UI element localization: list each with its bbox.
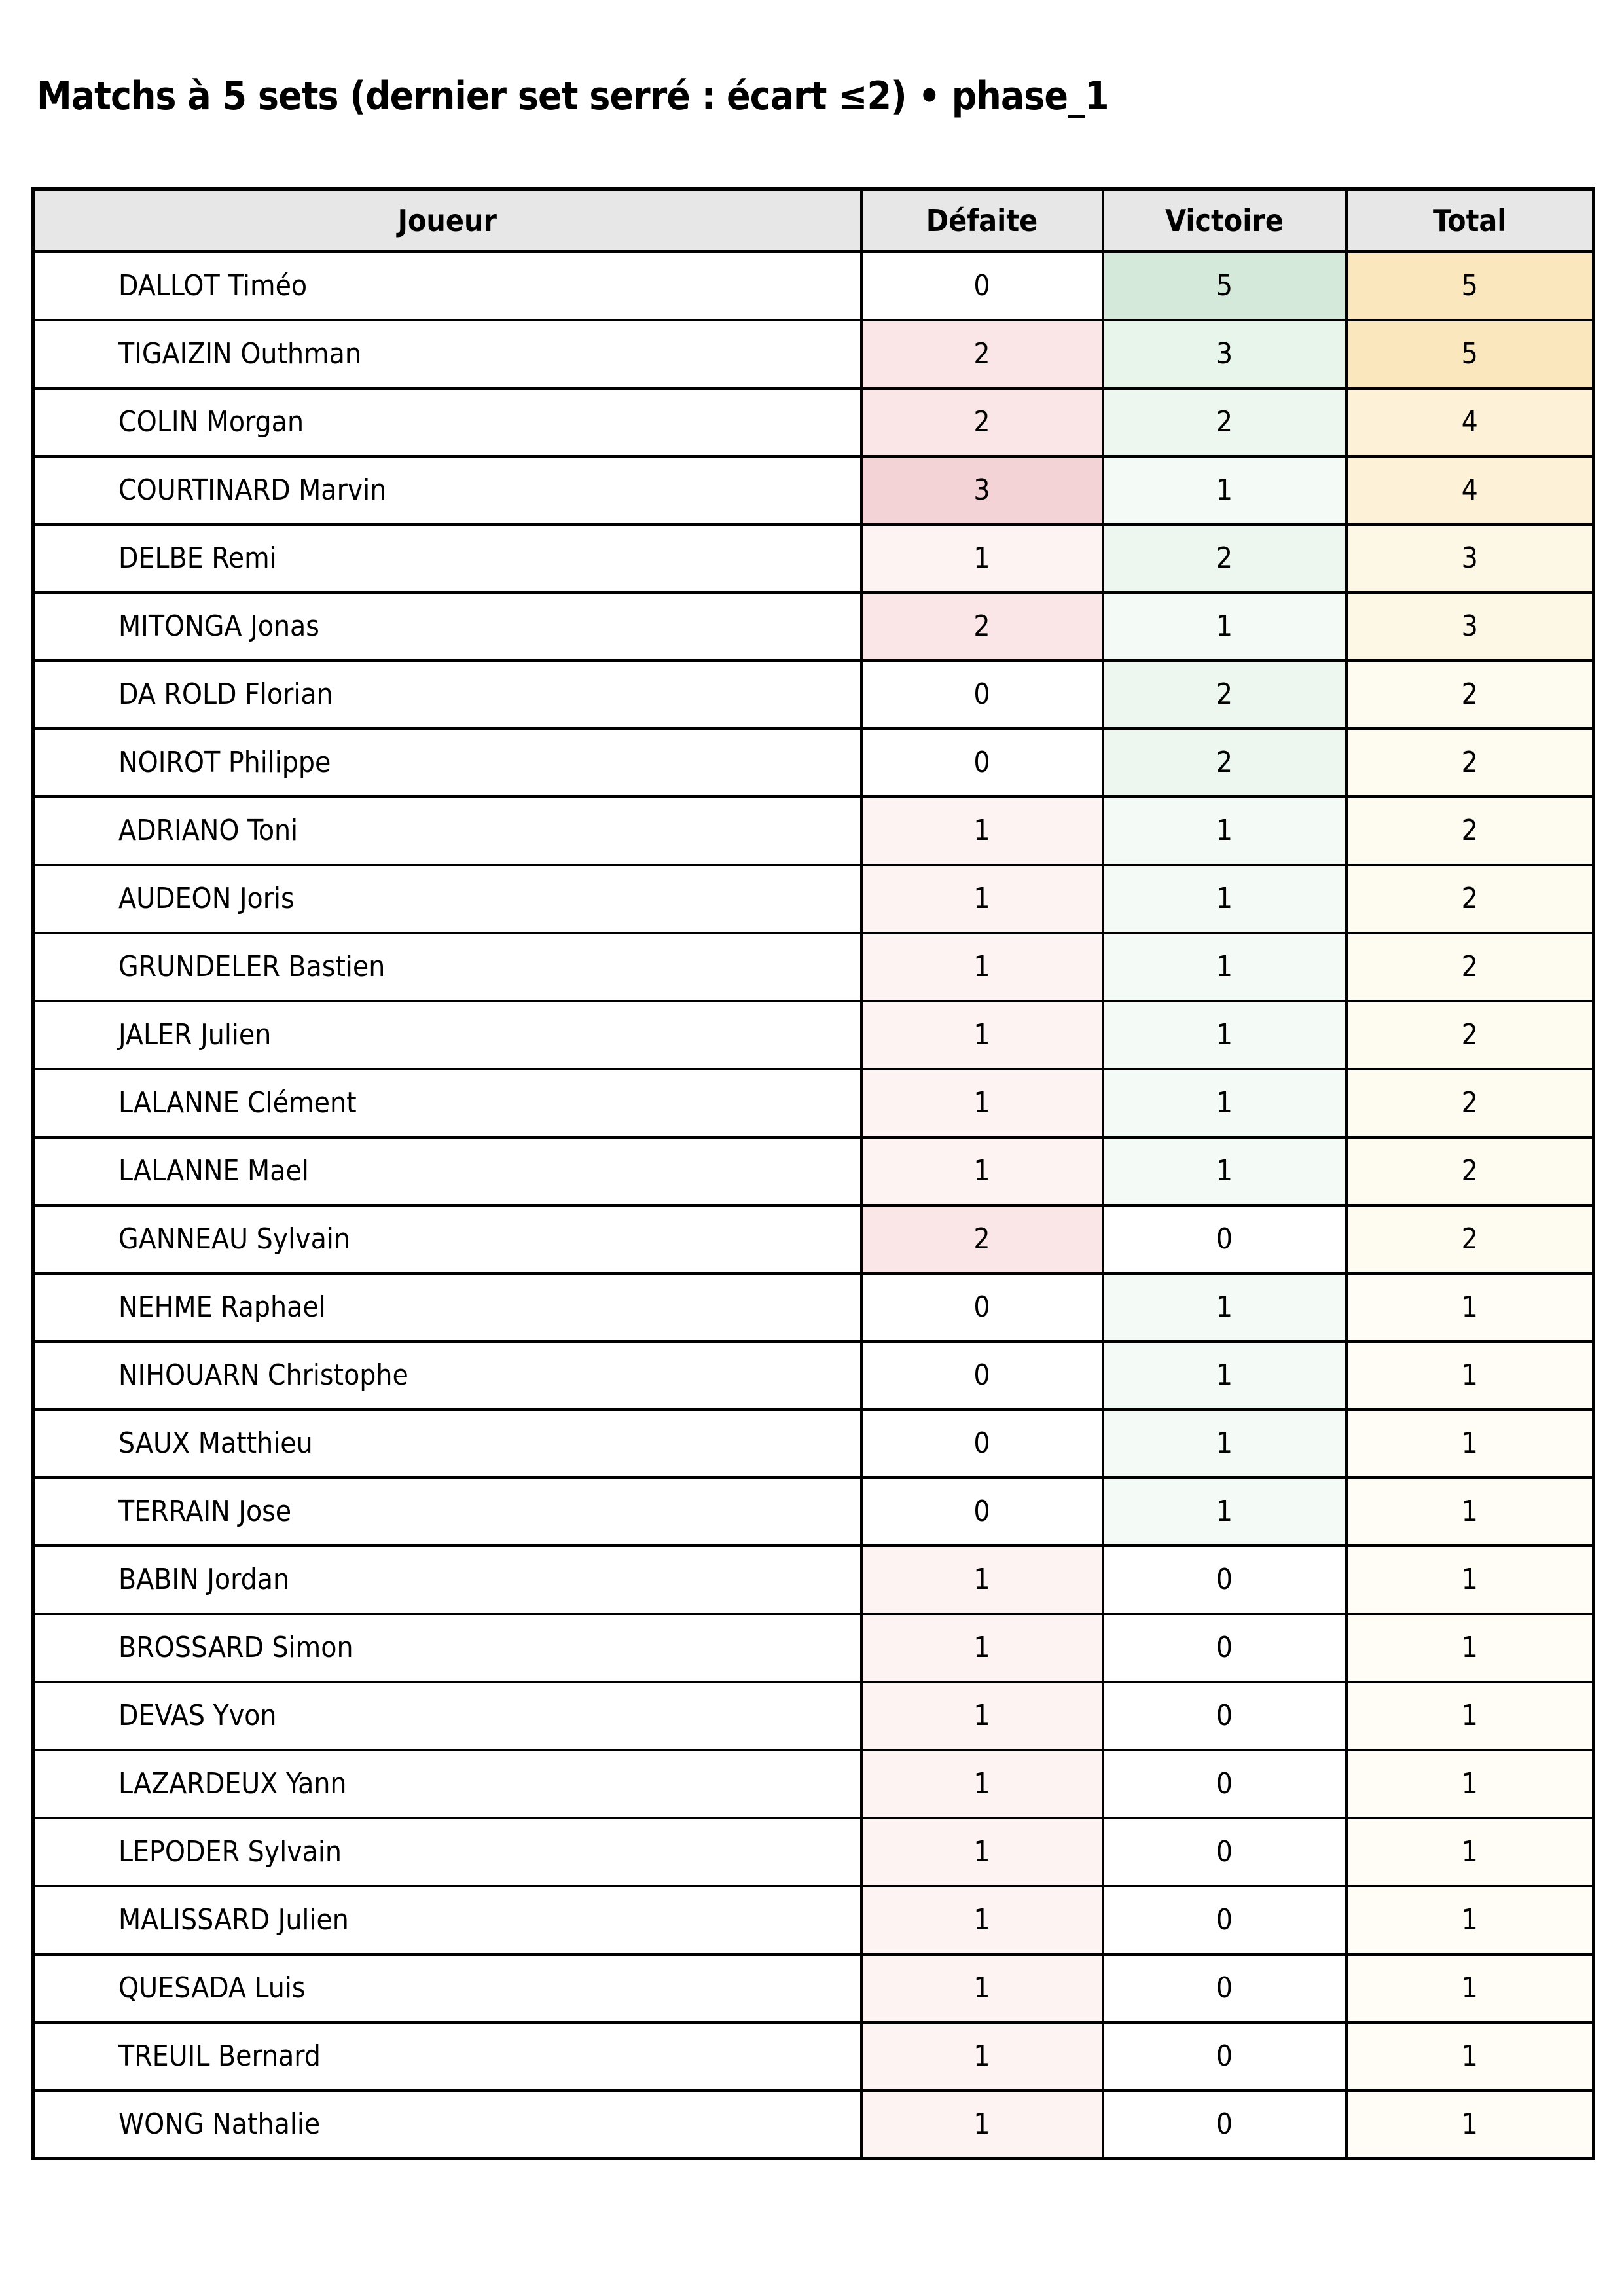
player-name-cell: NEHME Raphael	[33, 1273, 861, 1341]
table-body	[33, 252, 1594, 2159]
table-row	[33, 456, 1594, 524]
victory-value-cell: 1	[1103, 592, 1346, 661]
defeat-value-cell: 1	[861, 2022, 1103, 2090]
player-name-cell: LALANNE Mael	[33, 1137, 861, 1205]
table-row	[33, 1069, 1594, 1137]
victory-value-cell: 2	[1103, 661, 1346, 729]
total-value-cell: 2	[1346, 1205, 1594, 1273]
table-row	[33, 2022, 1594, 2090]
victory-value-cell: 5	[1103, 252, 1346, 320]
five-set-matches-table	[31, 187, 1595, 2160]
victory-value-cell: 1	[1103, 1069, 1346, 1137]
defeat-value-cell: 2	[861, 1205, 1103, 1273]
table-row	[33, 1273, 1594, 1341]
total-value-cell: 1	[1346, 1546, 1594, 1614]
player-name-cell: DELBE Remi	[33, 524, 861, 592]
table-row	[33, 661, 1594, 729]
victory-value-cell: 0	[1103, 1546, 1346, 1614]
total-value-cell: 2	[1346, 1069, 1594, 1137]
table-row	[33, 592, 1594, 661]
table-row	[33, 252, 1594, 320]
table-row	[33, 1478, 1594, 1546]
total-value-cell: 4	[1346, 456, 1594, 524]
defeat-value-cell: 1	[861, 1001, 1103, 1069]
table-row	[33, 1205, 1594, 1273]
player-name-cell: BABIN Jordan	[33, 1546, 861, 1614]
table-row	[33, 1818, 1594, 1886]
table-row	[33, 797, 1594, 865]
defeat-value-cell: 0	[861, 661, 1103, 729]
defeat-value-cell: 1	[861, 797, 1103, 865]
total-value-cell: 1	[1346, 1682, 1594, 1750]
table-header	[33, 189, 1594, 252]
defeat-value-cell: 0	[861, 252, 1103, 320]
victory-value-cell: 0	[1103, 1614, 1346, 1682]
victory-value-cell: 1	[1103, 1478, 1346, 1546]
header-row	[33, 189, 1594, 252]
player-name-cell: LEPODER Sylvain	[33, 1818, 861, 1886]
player-name-cell: LAZARDEUX Yann	[33, 1750, 861, 1818]
table-row	[33, 1341, 1594, 1410]
player-name-cell: COURTINARD Marvin	[33, 456, 861, 524]
victory-value-cell: 3	[1103, 320, 1346, 388]
defeat-value-cell: 1	[861, 1614, 1103, 1682]
total-value-cell: 5	[1346, 320, 1594, 388]
victory-value-cell: 1	[1103, 797, 1346, 865]
page-title: Matchs à 5 sets (dernier set serré : écart ≤2) • phase_1	[37, 73, 1109, 119]
defeat-value-cell: 3	[861, 456, 1103, 524]
total-value-cell: 5	[1346, 252, 1594, 320]
victory-value-cell: 0	[1103, 1954, 1346, 2022]
table-row	[33, 1137, 1594, 1205]
total-value-cell: 1	[1346, 1954, 1594, 2022]
total-value-cell: 1	[1346, 1478, 1594, 1546]
table-row	[33, 865, 1594, 933]
player-name-cell: MALISSARD Julien	[33, 1886, 861, 1954]
player-name-cell: NOIROT Philippe	[33, 729, 861, 797]
table-row	[33, 933, 1594, 1001]
total-value-cell: 2	[1346, 1137, 1594, 1205]
victory-value-cell: 0	[1103, 1818, 1346, 1886]
player-name-cell: LALANNE Clément	[33, 1069, 861, 1137]
total-value-cell: 1	[1346, 2022, 1594, 2090]
table-row	[33, 1682, 1594, 1750]
column-header-total: Total	[1346, 189, 1594, 252]
table-row	[33, 1546, 1594, 1614]
player-name-cell: SAUX Matthieu	[33, 1410, 861, 1478]
column-header-joueur: Joueur	[33, 189, 861, 252]
victory-value-cell: 0	[1103, 1682, 1346, 1750]
player-name-cell: JALER Julien	[33, 1001, 861, 1069]
player-name-cell: AUDEON Joris	[33, 865, 861, 933]
total-value-cell: 3	[1346, 524, 1594, 592]
player-name-cell: NIHOUARN Christophe	[33, 1341, 861, 1410]
defeat-value-cell: 1	[861, 933, 1103, 1001]
victory-value-cell: 0	[1103, 1750, 1346, 1818]
defeat-value-cell: 1	[861, 2090, 1103, 2159]
defeat-value-cell: 0	[861, 1478, 1103, 1546]
defeat-value-cell: 0	[861, 729, 1103, 797]
player-name-cell: QUESADA Luis	[33, 1954, 861, 2022]
table-row	[33, 1001, 1594, 1069]
player-name-cell: TREUIL Bernard	[33, 2022, 861, 2090]
table-row	[33, 1886, 1594, 1954]
total-value-cell: 2	[1346, 797, 1594, 865]
victory-value-cell: 0	[1103, 2022, 1346, 2090]
column-header-defaite: Défaite	[861, 189, 1103, 252]
player-name-cell: ADRIANO Toni	[33, 797, 861, 865]
table-row	[33, 388, 1594, 456]
table-row	[33, 1410, 1594, 1478]
victory-value-cell: 1	[1103, 1137, 1346, 1205]
table-row	[33, 1750, 1594, 1818]
total-value-cell: 2	[1346, 865, 1594, 933]
defeat-value-cell: 1	[861, 1682, 1103, 1750]
total-value-cell: 4	[1346, 388, 1594, 456]
player-name-cell: DEVAS Yvon	[33, 1682, 861, 1750]
victory-value-cell: 1	[1103, 1273, 1346, 1341]
player-name-cell: DA ROLD Florian	[33, 661, 861, 729]
total-value-cell: 2	[1346, 661, 1594, 729]
victory-value-cell: 2	[1103, 388, 1346, 456]
victory-value-cell: 1	[1103, 1001, 1346, 1069]
victory-value-cell: 1	[1103, 865, 1346, 933]
defeat-value-cell: 2	[861, 320, 1103, 388]
defeat-value-cell: 1	[861, 865, 1103, 933]
defeat-value-cell: 2	[861, 388, 1103, 456]
defeat-value-cell: 0	[861, 1341, 1103, 1410]
player-name-cell: COLIN Morgan	[33, 388, 861, 456]
defeat-value-cell: 1	[861, 1137, 1103, 1205]
player-name-cell: GANNEAU Sylvain	[33, 1205, 861, 1273]
table-row	[33, 1614, 1594, 1682]
player-name-cell: GRUNDELER Bastien	[33, 933, 861, 1001]
defeat-value-cell: 1	[861, 1818, 1103, 1886]
defeat-value-cell: 1	[861, 1750, 1103, 1818]
victory-value-cell: 1	[1103, 933, 1346, 1001]
defeat-value-cell: 1	[861, 524, 1103, 592]
victory-value-cell: 2	[1103, 729, 1346, 797]
victory-value-cell: 0	[1103, 1886, 1346, 1954]
total-value-cell: 1	[1346, 1818, 1594, 1886]
total-value-cell: 1	[1346, 1410, 1594, 1478]
total-value-cell: 1	[1346, 1341, 1594, 1410]
total-value-cell: 1	[1346, 1614, 1594, 1682]
total-value-cell: 2	[1346, 1001, 1594, 1069]
defeat-value-cell: 1	[861, 1886, 1103, 1954]
table-row	[33, 2090, 1594, 2159]
total-value-cell: 3	[1346, 592, 1594, 661]
victory-value-cell: 0	[1103, 2090, 1346, 2159]
victory-value-cell: 1	[1103, 456, 1346, 524]
total-value-cell: 1	[1346, 1750, 1594, 1818]
victory-value-cell: 2	[1103, 524, 1346, 592]
player-name-cell: WONG Nathalie	[33, 2090, 861, 2159]
total-value-cell: 1	[1346, 1273, 1594, 1341]
defeat-value-cell: 0	[861, 1273, 1103, 1341]
table-row	[33, 320, 1594, 388]
victory-value-cell: 1	[1103, 1341, 1346, 1410]
player-name-cell: TERRAIN Jose	[33, 1478, 861, 1546]
player-name-cell: DALLOT Timéo	[33, 252, 861, 320]
defeat-value-cell: 2	[861, 592, 1103, 661]
player-name-cell: TIGAIZIN Outhman	[33, 320, 861, 388]
victory-value-cell: 0	[1103, 1205, 1346, 1273]
total-value-cell: 2	[1346, 729, 1594, 797]
defeat-value-cell: 1	[861, 1069, 1103, 1137]
victory-value-cell: 1	[1103, 1410, 1346, 1478]
total-value-cell: 1	[1346, 2090, 1594, 2159]
total-value-cell: 1	[1346, 1886, 1594, 1954]
defeat-value-cell: 1	[861, 1954, 1103, 2022]
player-name-cell: BROSSARD Simon	[33, 1614, 861, 1682]
player-name-cell: MITONGA Jonas	[33, 592, 861, 661]
defeat-value-cell: 0	[861, 1410, 1103, 1478]
table-row	[33, 1954, 1594, 2022]
table-row	[33, 729, 1594, 797]
defeat-value-cell: 1	[861, 1546, 1103, 1614]
total-value-cell: 2	[1346, 933, 1594, 1001]
table-row	[33, 524, 1594, 592]
column-header-victoire: Victoire	[1103, 189, 1346, 252]
